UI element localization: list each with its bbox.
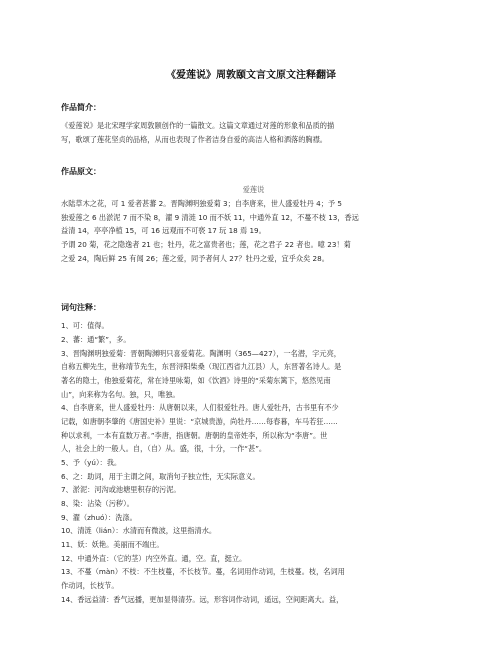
note-line: 3、晋陶渊明独爱菊：晋朝陶渊明只喜爱菊花。陶渊明（365—427），一名潜，字元亮， <box>61 348 341 358</box>
note-line: 7、淤泥：河沟或池塘里积存的污泥。 <box>61 485 181 495</box>
intro-heading: 作品简介： <box>61 103 101 112</box>
note-line: 5、予（yú）：我。 <box>61 457 122 467</box>
notes-section <box>61 300 446 606</box>
original-section <box>61 164 446 265</box>
intro-section <box>61 100 446 147</box>
note-line: 13、不蔓（màn）不枝：不生枝蔓，不长枝节。蔓，名词用作动词，生枝蔓。枝，名词用 <box>61 567 345 577</box>
note-line: 11、妖：妖艳。美丽而不端庄。 <box>61 539 164 549</box>
notes-heading: 词句注释： <box>61 303 101 312</box>
note-line: 2、蕃：通“繁”，多。 <box>61 334 131 344</box>
original-line: 予谓 20 菊，花之隐逸者 21 也；牡丹，花之富贵者也；莲，花之君子 22 者也。噫 23！菊 <box>61 239 351 249</box>
original-line: 益清 14，亭亭净植 15，可 16 远观而不可亵 17 玩 18 焉 19。 <box>61 226 266 236</box>
note-line: 4、自李唐来，世人盛爱牡丹：从唐朝以来，人们很爱牡丹。唐人爱牡丹，古书里有不少 <box>61 403 339 413</box>
original-heading: 作品原文： <box>61 167 101 176</box>
original-line: 独爱莲之 6 出淤泥 7 而不染 8，濯 9 清涟 10 而不妖 11，中通外直 12，不蔓不枝 13，香远 <box>61 212 359 222</box>
note-line: 6、之：助词，用于主谓之间，取消句子独立性，无实际意义。 <box>61 471 260 481</box>
note-line: 记载，如唐朝李肇的《唐国史补》里说：“京城贵游，尚牡丹……每春暮，车马若狂…… <box>61 416 338 426</box>
intro-text-line-2: 写，歌颂了莲花坚贞的品格，从而也表现了作者洁身自爱的高洁人格和洒落的胸襟。 <box>61 134 327 144</box>
note-line: 12、中通外直：（它的茎）内空外直。通，空。直，挺立。 <box>61 553 247 563</box>
note-line: 8、染：沾染（污秽）。 <box>61 498 134 508</box>
original-line: 之爱 24，陶后鲜 25 有闻 26；莲之爱，同予者何人 27？牡丹之爱，宜乎众矣 28。 <box>61 253 329 263</box>
note-line: 14、香远益清：香气远播，更加显得清芬。远，形容词作动词，遥远，空间距离大。益， <box>61 594 344 604</box>
note-line: 10、清涟（lián）：水清而有微波，这里指清水。 <box>61 526 217 536</box>
note-line: 种以求利，一本有直数万者。”李唐，指唐朝。唐朝的皇帝姓李，所以称为“李唐”。世 <box>61 430 328 440</box>
note-line: 1、可：值得。 <box>61 321 109 331</box>
note-line: 作动词，长枝节。 <box>61 580 119 590</box>
note-line: 山”，向来称为名句。独，只，唯独。 <box>61 389 180 399</box>
note-line: 人，社会上的一般人。自，（自）从。盛，很，十分，一作“甚”。 <box>61 444 267 454</box>
poem-title: 爱莲说 <box>242 185 265 195</box>
document-title: 《爱莲说》周敦颐文言文原文注释翻译 <box>166 70 336 81</box>
note-line: 著名的隐士，他独爱菊花，常在诗里咏菊，如《饮酒》诗里的“采菊东篱下，悠然见南 <box>61 375 331 385</box>
note-line: 自称五柳先生，世称靖节先生，东晋浔阳柴桑（现江西省九江县）人，东晋著名诗人。是 <box>61 362 342 372</box>
original-line: 水陆草木之花，可 1 爱者甚蕃 2。晋陶渊明独爱菊 3；自李唐来，世人盛爱牡丹 4；予 5 <box>61 198 342 208</box>
intro-text-line-1: 《爱莲说》是北宋理学家周敦颐创作的一篇散文。这篇文章通过对莲的形象和品质的描 <box>61 121 335 131</box>
note-line: 9、濯（zhuó）：洗涤。 <box>61 512 137 522</box>
